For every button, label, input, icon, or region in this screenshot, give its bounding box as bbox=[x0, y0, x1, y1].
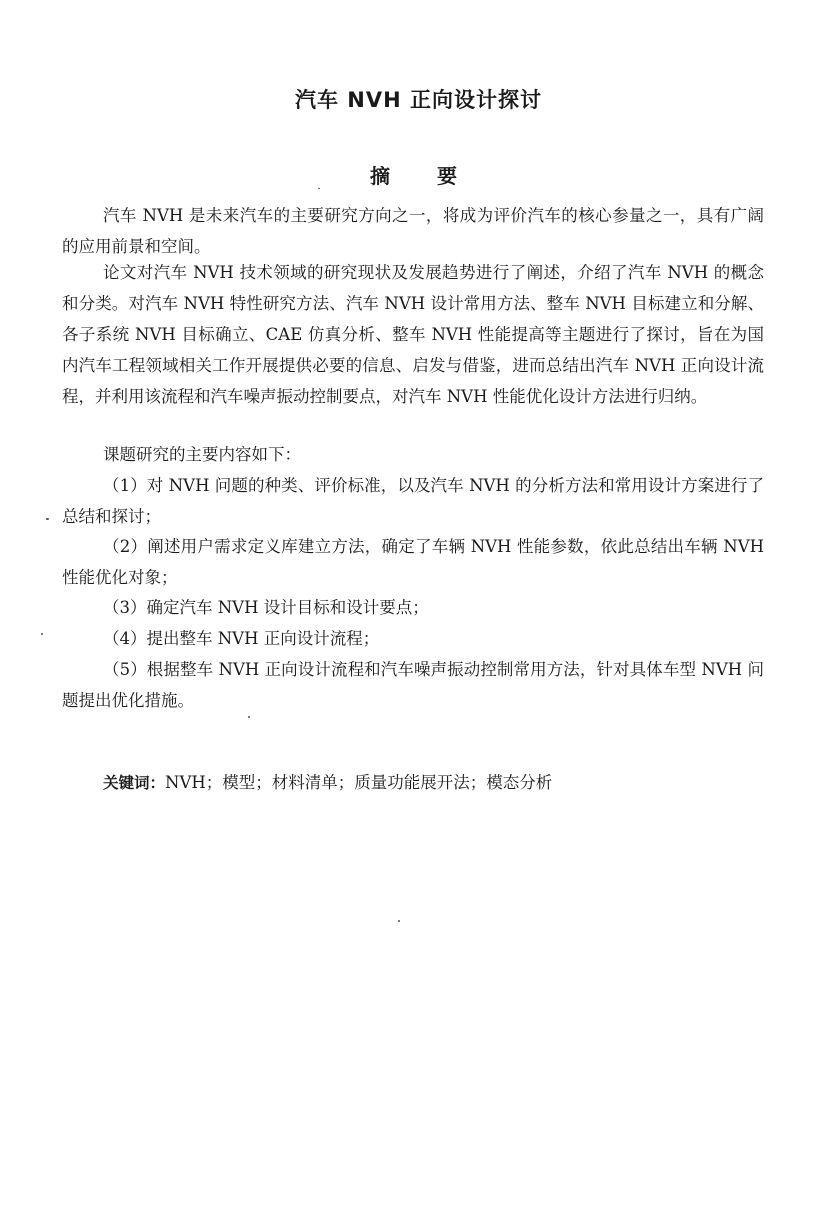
keywords-line bbox=[103, 767, 552, 799]
content-item-4: （4）提出整车 NVH 正向设计流程； bbox=[103, 629, 380, 648]
abstract-paragraph-3: 课题研究的主要内容如下： bbox=[103, 445, 301, 464]
content-item-1: （1）对 NVH 问题的种类、评价标准，以及汽车 NVH 的分析方法和常用设计方案进行了总结和探讨； bbox=[62, 476, 764, 526]
keywords-label: 关键词： bbox=[103, 774, 166, 792]
scan-speck bbox=[41, 633, 43, 635]
content-item-3: （3）确定汽车 NVH 设计目标和设计要点； bbox=[103, 598, 429, 617]
scan-speck bbox=[248, 716, 250, 718]
document-title: 汽车 NVH 正向设计探讨 bbox=[294, 88, 543, 112]
content-item-5: （5）根据整车 NVH 正向设计流程和汽车噪声振动控制常用方法，针对具体车型 NVH 问题提出优化措施。 bbox=[62, 660, 764, 710]
abstract-paragraph-1: 汽车 NVH 是未来汽车的主要研究方向之一，将成为评价汽车的核心参量之一，具有广阔的应用前景和空间。 bbox=[62, 206, 764, 256]
abstract-heading: 摘 要 bbox=[370, 164, 477, 188]
keywords-text: NVH；模型；材料清单；质量功能展开法；模态分析 bbox=[165, 773, 553, 792]
scan-speck bbox=[398, 920, 400, 922]
scan-speck bbox=[46, 518, 49, 520]
scan-speck bbox=[318, 188, 320, 189]
abstract-paragraph-2: 论文对汽车 NVH 技术领域的研究现状及发展趋势进行了阐述，介绍了汽车 NVH 的概念和分类。对汽车 NVH 特性研究方法、汽车 NVH 设计常用方法、整车 NVH 目标建立和分解、各子系统 NVH 目标确立、CAE 仿真分析、整车 NVH 性能提高等主题进行了探讨，旨在为国内汽车工程领域相关工作开展提供必要的信息、启发与借鉴，进而总结出汽车 NVH 正向设计流程，并利用该流程和汽车噪声振动控制要点，对汽车 NVH 性能优化设计方法进行归纳。 bbox=[62, 263, 764, 406]
content-item-2: （2）阐述用户需求定义库建立方法，确定了车辆 NVH 性能参数，依此总结出车辆 NVH 性能优化对象； bbox=[62, 537, 764, 587]
